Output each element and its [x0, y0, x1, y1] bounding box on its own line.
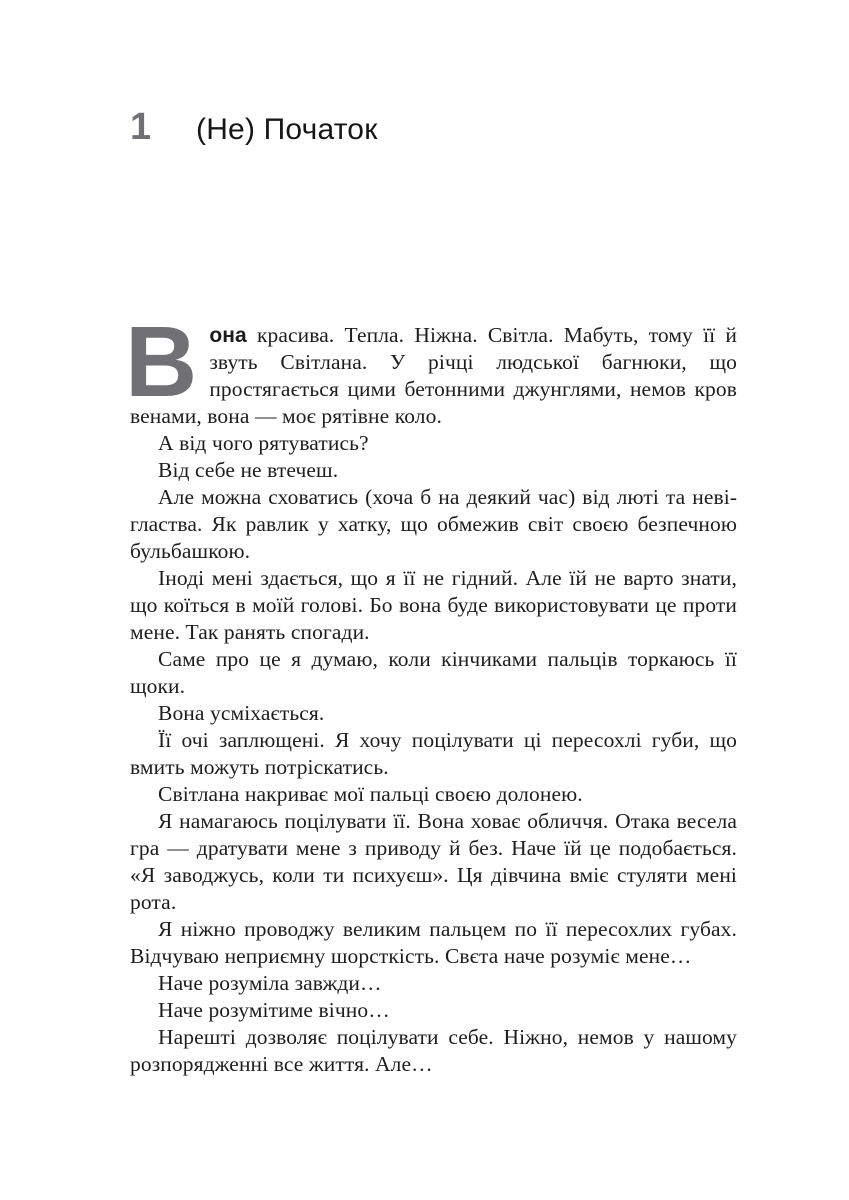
paragraph: Наче розумітиме вічно… — [158, 998, 390, 1022]
paragraph: Я ніжно проводжу великим пальцем по її пересохлих губах. Відчуваю неприємну шорсткість. Свєта наче розуміє мене… — [130, 917, 737, 968]
chapter-number: 1 — [130, 106, 152, 148]
dropcap-letter: В — [125, 306, 198, 418]
paragraph: Її очі заплющені. Я хочу поцілувати ці пересохлі губи, що вмить можуть потріскатись. — [130, 728, 737, 779]
chapter-header — [130, 108, 378, 149]
chapter-title: (Не) Початок — [196, 113, 378, 146]
paragraph: Вона усміхається. — [158, 701, 325, 725]
paragraph: А від чого рятуватись? — [158, 431, 369, 455]
paragraph: Наче розуміла завжди… — [158, 971, 382, 995]
paragraph: Від себе не втечеш. — [158, 458, 339, 482]
paragraph: Я намагаюсь поцілувати її. Вона ховає обличчя. Отака весела гра — дратувати мене з приводу й без. Наче їй це подобається. «Я заводжусь, коли ти психуєш». Ця дівчина вміє стуляти мені рота. — [130, 809, 737, 914]
lead-word-bold: она — [209, 324, 247, 347]
body-text-block — [125, 306, 737, 1078]
paragraph: Світлана накриває мої пальці своєю долонею. — [158, 782, 583, 806]
paragraph: Але можна сховатись (хоча б на деякий час) від люті та невігластва. Як равлик у хатку, що обмежив світ своєю безпечною бульбашкою. — [130, 485, 737, 563]
paragraph: Нарешті дозволяє поцілувати себе. Ніжно, немов у нашому розпорядженні все життя. Але… — [130, 1025, 737, 1076]
opening-paragraph-text: красива. Тепла. Ніжна. Світла. Мабуть, тому її й звуть Світлана. У річці людської багнюки, що простягається цими бетонними джунглями, немов кров венами, вона — моє рятівне коло. — [130, 323, 737, 428]
paragraph: Іноді мені здається, що я її не гідний. Але їй не варто знати, що коїться в моїй голові. Бо вона буде використовувати це проти мене. Так ранять спогади. — [130, 566, 737, 644]
paragraph: Саме про це я думаю, коли кінчиками пальців торкаюсь її щоки. — [130, 647, 737, 698]
paragraph-opening — [125, 306, 737, 430]
